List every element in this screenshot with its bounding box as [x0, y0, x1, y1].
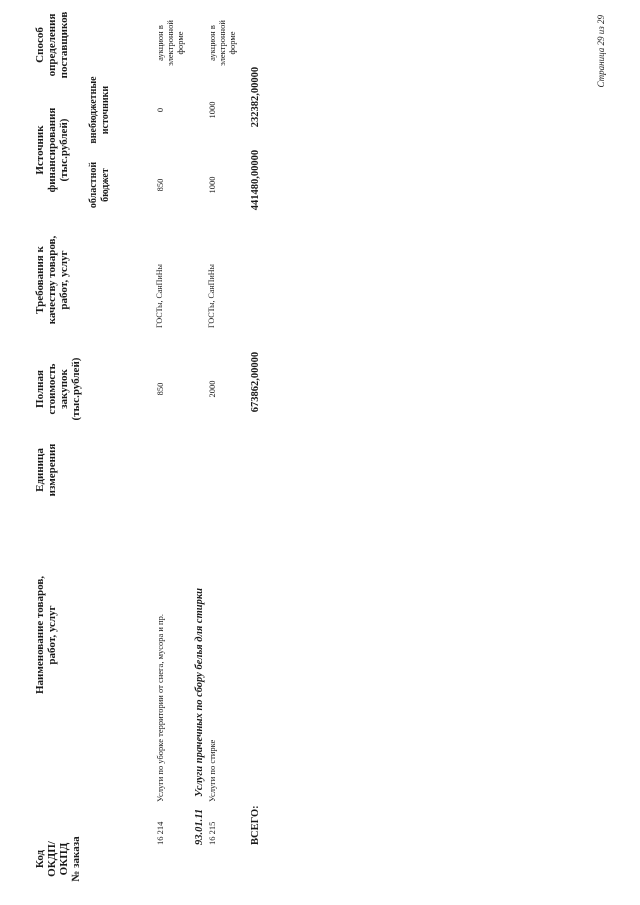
- header-method: [34, 5, 70, 85]
- total-extrabudget: 232382,00000: [250, 66, 261, 128]
- header-funding: [34, 95, 70, 205]
- row1-requirements: ГОСТы, СанПиНы: [155, 264, 164, 328]
- header-cost-line: закупок: [58, 369, 70, 409]
- header-code-line: Код: [34, 849, 46, 869]
- header-code: [34, 819, 82, 899]
- row2-method: [207, 3, 237, 83]
- row1-method-line: форме: [175, 31, 185, 55]
- header-funding-extrabudget: [88, 65, 112, 155]
- header-funding-line: финансирования: [46, 107, 58, 193]
- header-code-line: ОКДП/: [46, 841, 58, 877]
- total-label: ВСЕГО:: [250, 805, 261, 845]
- header-funding-regional: [88, 155, 112, 215]
- header-code-line: ОКПД: [58, 842, 70, 876]
- row2-method-line: электронной: [217, 20, 227, 66]
- row1-regional: 850: [155, 178, 165, 192]
- header-name-line: Наименование товаров,: [34, 575, 46, 695]
- header-method-line: поставщиков: [58, 11, 70, 79]
- row2-method-line: аукцион в: [207, 25, 217, 61]
- header-funding-line: Источник: [34, 125, 46, 175]
- total-regional: 441480,00000: [250, 149, 261, 211]
- header-cost-line: (тыс.рублей): [70, 357, 82, 421]
- header-funding-regional-line: областной: [88, 161, 99, 209]
- row1-method-line: электронной: [165, 20, 175, 66]
- header-funding-line: (тыс.рублей): [58, 118, 70, 182]
- row1-cost: 850: [155, 382, 165, 396]
- row2-regional: 1000: [207, 176, 217, 194]
- header-requirements-line: работ, услуг: [58, 250, 70, 310]
- header-cost-line: Полная: [34, 370, 46, 408]
- header-funding-extrabudget-line: внебюджетные: [88, 76, 99, 144]
- header-funding-extrabudget-line: источники: [100, 85, 111, 135]
- header-method-line: определения: [46, 13, 58, 77]
- row1-method: [155, 3, 185, 83]
- row2-group-code: 93.01.11: [194, 808, 205, 845]
- row2-extrabudget: 1000: [207, 101, 217, 119]
- row1-method-line: аукцион в: [155, 25, 165, 61]
- header-unit: [34, 435, 58, 505]
- row2-cost: 2000: [207, 380, 217, 398]
- header-requirements-line: Требования к: [34, 246, 46, 314]
- row2-group-name: Услуги прачечных по сбору белья для стирки: [194, 587, 205, 797]
- header-cost: [34, 351, 82, 427]
- row2-method-line: форме: [227, 31, 237, 55]
- header-requirements: [34, 225, 70, 335]
- header-name-line: работ, услуг: [46, 605, 58, 665]
- header-code-line: № заказа: [70, 836, 82, 882]
- page-number: Страница 29 из 29: [596, 15, 606, 88]
- header-unit-line: измерения: [46, 443, 58, 497]
- row2-requirements: ГОСТы, СанПиНы: [207, 264, 216, 328]
- header-cost-line: стоимость: [46, 363, 58, 415]
- header-funding-regional-line: бюджет: [100, 168, 111, 202]
- row1-name: Услуги по уборке территории от снега, мусора и пр.: [155, 614, 165, 802]
- row1-code: 16 214: [155, 821, 165, 845]
- header-method-line: Способ: [34, 27, 46, 63]
- row2-name: Услуги по стирке: [207, 739, 217, 802]
- row2-code: 16 215: [207, 821, 217, 845]
- header-name: [34, 540, 58, 730]
- total-cost: 673862,00000: [250, 351, 261, 413]
- row1-extrabudget: 0: [155, 107, 165, 113]
- header-unit-line: Единица: [34, 448, 46, 492]
- header-requirements-line: качеству товаров,: [46, 235, 58, 325]
